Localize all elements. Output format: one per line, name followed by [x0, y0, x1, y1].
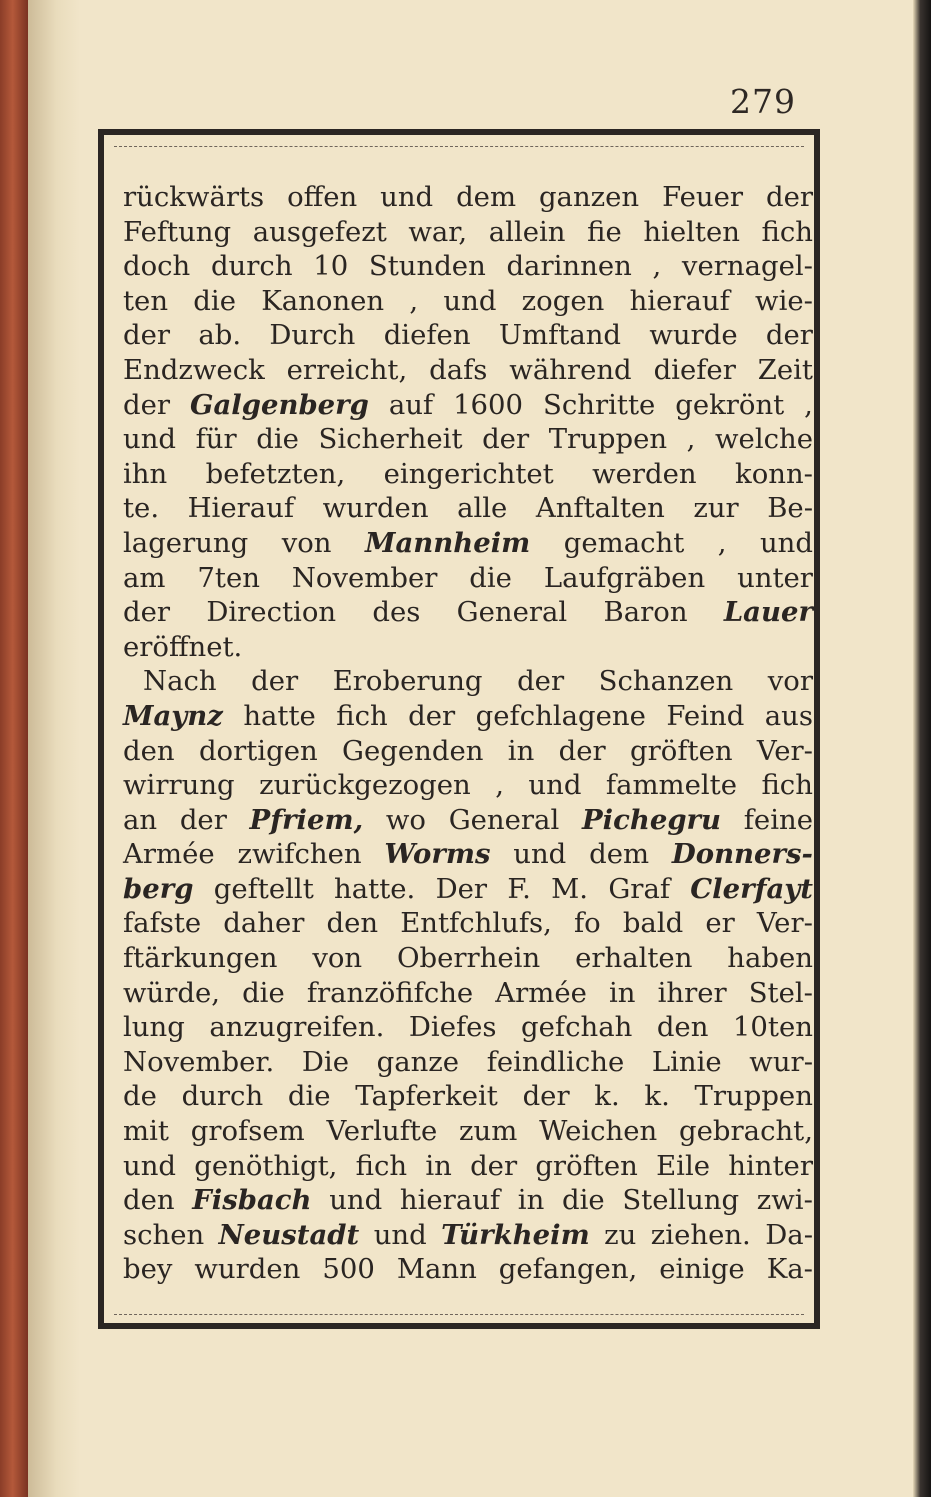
left-binding-edge [0, 0, 28, 1497]
word: würde, [123, 976, 221, 1009]
word: konn- [735, 457, 813, 490]
word: wurden [322, 492, 429, 525]
word: Laufgräben [543, 561, 706, 594]
word: die [469, 561, 512, 594]
word: einige [659, 1253, 745, 1286]
text-line [123, 318, 813, 353]
word: erhalten [575, 942, 693, 975]
word: Feind [666, 699, 745, 732]
word: te. [123, 492, 160, 525]
text-line [123, 180, 813, 215]
word: hierauf [629, 284, 730, 317]
word: daher [223, 907, 305, 940]
text-line [123, 768, 813, 803]
word: der [470, 1149, 518, 1182]
word: , [495, 769, 504, 802]
text-line [123, 595, 813, 630]
body-text [123, 180, 813, 1287]
proper-name: Neustadt [218, 1218, 360, 1251]
word: bald [622, 907, 684, 940]
word: der [123, 319, 171, 352]
proper-name: Pichegru [581, 803, 722, 836]
word: und [123, 423, 177, 456]
word: diefer [653, 353, 736, 386]
word: feine [743, 803, 813, 836]
page-gutter [28, 0, 80, 1497]
word: in [608, 976, 636, 1009]
word: und [513, 838, 567, 871]
text-line [123, 837, 813, 872]
text-line [123, 1045, 813, 1080]
word: Oberrhein [396, 942, 541, 975]
word: am [123, 561, 166, 594]
word: vernagel- [681, 250, 813, 283]
word: durch [181, 1080, 264, 1113]
word: dafs [429, 353, 488, 386]
word: Kanonen [261, 284, 385, 317]
word: zwi- [756, 1184, 813, 1217]
word: hinter [728, 1149, 813, 1182]
proper-name: Clerfayt [690, 872, 813, 905]
word: gefangen, [498, 1253, 638, 1286]
text-line [123, 803, 813, 838]
word: den [656, 1011, 709, 1044]
word: Be- [767, 492, 813, 525]
word: 10ten [732, 1011, 813, 1044]
text-line [123, 491, 813, 526]
word: M. [551, 872, 589, 905]
word: Mann [396, 1253, 477, 1286]
word: Der [435, 872, 488, 905]
word: zurückgezogen [259, 769, 471, 802]
word: aus [764, 699, 813, 732]
word: durch [210, 250, 293, 283]
word: hielten [643, 215, 740, 248]
word: Endzweck [123, 353, 265, 386]
word: dortigen [198, 734, 318, 767]
text-line [123, 630, 813, 665]
word: fich [355, 1149, 408, 1182]
word: , [652, 250, 662, 283]
word: der [123, 596, 171, 629]
word: Sicherheit [318, 423, 463, 456]
word: den [326, 907, 379, 940]
word: von [312, 942, 363, 975]
text-line [123, 526, 813, 561]
word: November. [123, 1045, 275, 1078]
word: den [123, 1184, 175, 1217]
word: Direction [206, 596, 337, 629]
word: der [522, 1080, 570, 1113]
word: franzöfifche [306, 976, 474, 1009]
word: Zeit [757, 353, 813, 386]
word: zur [693, 492, 739, 525]
text-line [123, 1218, 813, 1253]
word: der [251, 665, 299, 698]
word: fafste [123, 907, 202, 940]
word: ab. [198, 319, 242, 352]
word: Stellung [622, 1184, 740, 1217]
word: wie- [755, 284, 813, 317]
word: die [561, 1184, 605, 1217]
word: und [380, 181, 434, 213]
text-line [123, 388, 813, 423]
word: ten [123, 284, 169, 317]
text-line [123, 941, 813, 976]
page-fore-edge [913, 0, 931, 1497]
word: und [528, 769, 582, 802]
word: Eroberung [332, 665, 483, 698]
proper-name: Galgenberg [189, 388, 369, 421]
word: 1600 [453, 388, 524, 421]
word: Truppen [694, 1080, 813, 1113]
word: schen [123, 1218, 205, 1251]
word: dem [589, 838, 650, 871]
word: lagerung [123, 526, 249, 559]
proper-name: Fisbach [192, 1184, 312, 1217]
word: dem [456, 181, 517, 213]
word: zogen [521, 284, 605, 317]
word: fich [336, 699, 388, 732]
text-line [123, 422, 813, 457]
word: der [482, 423, 530, 456]
word: Nach [143, 665, 217, 698]
text-line [123, 353, 813, 388]
word: genöthigt, [194, 1149, 338, 1182]
word: zum [459, 1115, 518, 1148]
word: Ver- [756, 734, 813, 767]
word: Eile [656, 1149, 711, 1182]
word: die [287, 1080, 331, 1113]
word: vor [767, 665, 813, 698]
word: , [686, 423, 696, 456]
word: die [256, 423, 299, 456]
word: er [705, 907, 735, 940]
word: von [281, 526, 332, 559]
text-line [123, 1252, 813, 1287]
word: Die [301, 1045, 349, 1078]
word: Weichen [539, 1115, 658, 1148]
word: Durch [269, 319, 356, 352]
word: diefen [383, 319, 471, 352]
word: der [558, 734, 606, 767]
word: für [195, 423, 237, 456]
word: Anftalten [535, 492, 665, 525]
word: werden [592, 457, 697, 490]
word: Tapferkeit [355, 1080, 498, 1113]
word: Stel- [748, 976, 813, 1009]
page-number: 279 [730, 82, 796, 121]
text-line [123, 1010, 813, 1045]
word: Armée [123, 838, 215, 871]
word: haben [727, 942, 813, 975]
word: Stunden [368, 250, 486, 283]
proper-name: Mannheim [365, 526, 531, 559]
proper-name: Donners- [671, 838, 813, 871]
word: an [123, 803, 158, 836]
word: Da- [765, 1218, 813, 1251]
word: Entfchlufs, [400, 907, 552, 940]
word: feindliche [486, 1045, 625, 1078]
word: k. [594, 1080, 620, 1113]
word: Truppen [548, 423, 668, 456]
word: General [456, 596, 568, 629]
word: ftärkungen [123, 942, 278, 975]
word: fammelte [605, 769, 738, 802]
proper-name: Lauer [723, 596, 813, 629]
word: offen [287, 181, 358, 213]
word: 500 [322, 1253, 375, 1286]
word: der [179, 803, 227, 836]
word: Schanzen [598, 665, 734, 698]
word: gefchah [521, 1011, 633, 1044]
word: welche [715, 423, 813, 456]
word: Feftung [123, 215, 232, 248]
word: November [291, 561, 438, 594]
word: anzugreifen. [209, 1011, 385, 1044]
text-line [123, 906, 813, 941]
word: Graf [608, 872, 671, 905]
text-line [123, 699, 813, 734]
word: auf [388, 388, 434, 421]
word: Baron [603, 596, 688, 629]
word: der [765, 181, 813, 213]
word: bey [123, 1253, 173, 1286]
word: , [717, 526, 727, 559]
word: wirrung [123, 769, 235, 802]
text-line [123, 215, 813, 250]
word: befetzten, [205, 457, 346, 490]
word: ganze [376, 1045, 460, 1078]
word: Linie [651, 1045, 722, 1078]
word: Diefes [408, 1011, 497, 1044]
word: fo [573, 907, 601, 940]
word: allein [488, 215, 566, 248]
word: rückwärts [123, 181, 265, 213]
word: hatte [243, 699, 316, 732]
word: Feuer [662, 181, 744, 213]
text-line [123, 457, 813, 492]
word: ihn [123, 457, 168, 490]
word: während [509, 353, 632, 386]
proper-name: Maynz [123, 699, 223, 732]
word: des [372, 596, 421, 629]
word: Schritte [543, 388, 656, 421]
word: ausgefezt [252, 215, 387, 248]
word: in [517, 1184, 545, 1217]
text-line [123, 1114, 813, 1149]
word: gemacht [563, 526, 685, 559]
word: 10 [313, 250, 349, 283]
word: hierauf [399, 1184, 501, 1217]
word: die [193, 284, 236, 317]
word: ziehen. [650, 1218, 751, 1251]
word: wo [385, 803, 426, 836]
word: Hierauf [187, 492, 295, 525]
word: hatte. [334, 872, 416, 905]
word: Gegenden [342, 734, 484, 767]
word: ihrer [657, 976, 727, 1009]
text-line [123, 561, 813, 596]
word: gefchlagene [475, 699, 646, 732]
word: doch [123, 250, 191, 283]
word: in [507, 734, 535, 767]
word: die [242, 976, 285, 1009]
text-line [123, 1183, 813, 1218]
proper-name: Türkheim [441, 1218, 590, 1251]
word: fich [761, 215, 813, 248]
word: Umftand [498, 319, 622, 352]
word: zu [604, 1218, 637, 1251]
word: und [759, 526, 813, 559]
word: und [123, 1149, 177, 1182]
word: gekrönt [675, 388, 785, 421]
word: der [517, 665, 565, 698]
word: wurde [649, 319, 738, 352]
text-line [123, 249, 813, 284]
word: 7ten [197, 561, 260, 594]
word: wurden [194, 1253, 301, 1286]
word: gröften [630, 734, 733, 767]
word: erreicht, [286, 353, 408, 386]
word: General [448, 803, 560, 836]
word: Ka- [766, 1253, 813, 1286]
word: unter [737, 561, 813, 594]
word: ganzen [538, 181, 640, 213]
word: in [425, 1149, 452, 1182]
word: alle [457, 492, 508, 525]
word: Ver- [756, 907, 813, 940]
word: fie [587, 215, 622, 248]
word: Armée [495, 976, 587, 1009]
word: der [765, 319, 813, 352]
proper-name: Pfriem, [249, 803, 364, 836]
word: den [123, 734, 175, 767]
text-line [123, 1079, 813, 1114]
word: Verlufte [326, 1115, 438, 1148]
text-line [123, 976, 813, 1011]
text-line [123, 284, 813, 319]
word: geftellt [213, 872, 314, 905]
proper-name: berg [123, 872, 194, 905]
word: der [123, 388, 171, 421]
word: eingerichtet [383, 457, 554, 490]
word: zwifchen [237, 838, 362, 871]
proper-name: Worms [384, 838, 491, 871]
word: und [329, 1184, 383, 1217]
word: wur- [749, 1045, 813, 1078]
word: und [373, 1218, 427, 1251]
word: de [123, 1080, 157, 1113]
text-line [123, 664, 813, 699]
word: F. [507, 872, 531, 905]
word: gröften [535, 1149, 638, 1182]
word: mit [123, 1115, 169, 1148]
word: , [804, 388, 813, 421]
word: lung [123, 1011, 185, 1044]
word: , [409, 284, 419, 317]
word: und [443, 284, 497, 317]
word: k. [644, 1080, 670, 1113]
text-line [123, 734, 813, 769]
text-line [123, 1149, 813, 1184]
text-line [123, 872, 813, 907]
word: war, [408, 215, 468, 248]
word: grofsem [190, 1115, 305, 1148]
word: darinnen [506, 250, 632, 283]
word: der [408, 699, 456, 732]
word: eröffnet. [123, 630, 243, 663]
word: fich [761, 769, 813, 802]
word: gebracht, [679, 1115, 813, 1148]
